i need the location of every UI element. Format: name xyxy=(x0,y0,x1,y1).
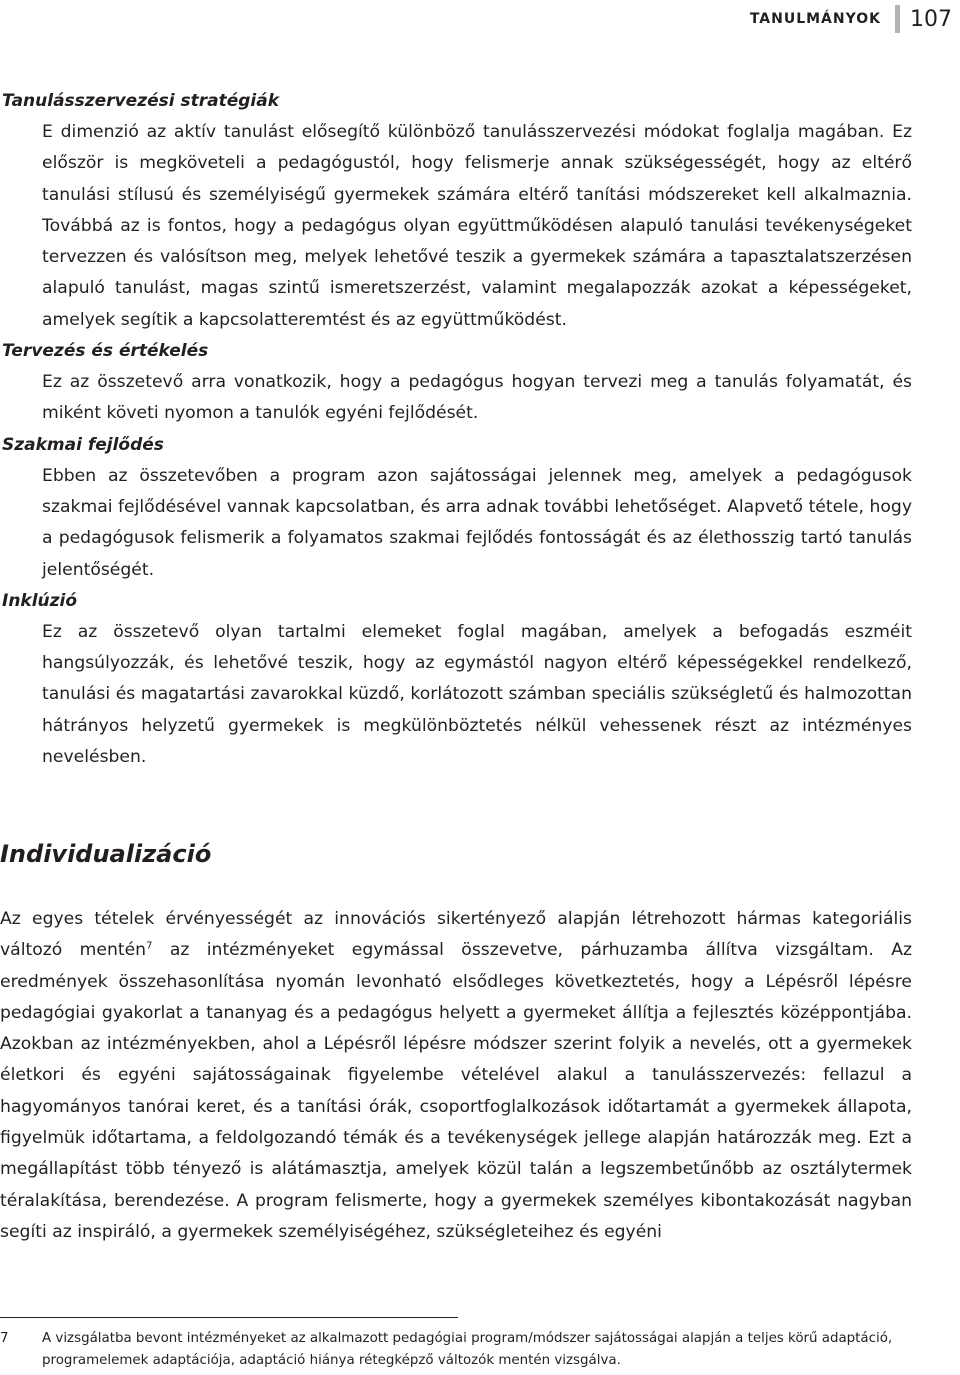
item-body-planning-evaluation: Ez az összetevő arra vonatkozik, hogy a pedagógus hogyan tervezi meg a tanulás folyamatát, és miként követi nyomon a tanulók egyéni fejlődését. xyxy=(42,372,912,424)
section-body xyxy=(0,904,912,1248)
item-heading-learning-organization: Tanulásszervezési stratégiák xyxy=(2,91,280,111)
footnote-reference[interactable]: 7 xyxy=(146,940,153,952)
page-number: 107 xyxy=(910,6,952,32)
running-head-divider xyxy=(895,5,900,33)
item-heading-planning-evaluation: Tervezés és értékelés xyxy=(2,341,209,362)
item-body-learning-organization: E dimenzió az aktív tanulást elősegítő különböző tanulásszervezési módokat foglalja magában. Ez először is megköveteli a pedagógustól, hogy felismerje annak szükségességét, hogy az eltérő tanulási stílusú és személyiségű gyermekek számára eltérő tanítási módszereket kell alkalmaznia. Továbbá az is fontos, hogy a pedagógus olyan együttműködésen alapuló tanulási tevékenységeket tervezzen és valósítson meg, melyek lehetővé teszik a gyermekek számára a tapasztalatszerzésen alapuló tanulást, magas szintű ismeretszerzést, valamint megalapozzák azokat a képességeket, amelyek segítik a kapcsolatteremtést és az együttműködést. xyxy=(42,122,912,330)
section-heading: Individualizáció xyxy=(0,840,212,868)
section-body-text-start: Az egyes tételek érvényességét az innovációs sikertényező alapján létrehozott hármas kategoriális változó mentén xyxy=(0,909,912,961)
running-head-section-label: TANULMÁNYOK xyxy=(749,11,881,27)
footnote xyxy=(0,1328,912,1372)
footnote-text: A vizsgálatba bevont intézményeket az alkalmazott pedagógiai program/módszer sajátosságai alapján a teljes körű adaptáció, programelemek adaptációja, adaptáció hiánya rétegképző változók mentén vizsgálva. xyxy=(42,1331,893,1368)
item-heading-inclusion: Inklúzió xyxy=(2,590,78,611)
item-body-inclusion: Ez az összetevő olyan tartalmi elemeket foglal magában, amelyek a befogadás eszméit hangsúlyozzák, és lehetővé teszik, hogy az egymástól nagyon eltérő képességekkel rendelkező, tanulási és magatartási zavarokkal küzdő, korlátozott számban speciális szükségletű és halmozottan hátrányos helyzetű gyermekek is megkülönböztetés nélkül vehessenek részt az intézményes nevelésben. xyxy=(42,621,912,768)
section-body-text-rest: az intézményeket egymással összevetve, párhuzamba állítva vizsgáltam. Az eredmények összehasonlítása nyomán levonható elsődleges következtetés, hogy a Lépésről lépésre pedagógiai gyakorlat a tananyag és a pedagógus helyett a gyermeket állítja a fejlesztés középpontjába. Azokban az intézményekben, ahol a Lépésről lépésre módszer szerint folyik a nevelés, ott a gyermekek életkori és egyéni sajátosságainak figyelembe vételével alakul a tanulásszervezés: fellazul a hagyományos tanórai keret, és a tanítási órák, csoportfoglalkozások időtartamát a gyermekek állapota, figyelmük időtartama, a feldolgozandó témák és a tevékenységek jellege alapján határozzák meg. Ezt a megállapítást több tényező is alátámasztja, amelyek közül talán a legszembetűnőbb az osztálytermek téralakítása, berendezése. A program felismerte, hogy a gyermekek személyes kibontakozását nagyban segíti az inspiráló, a gyermekek személyiségéhez, szükségleteihez és egyéni xyxy=(0,940,912,1242)
item-heading-professional-development: Szakmai fejlődés xyxy=(2,434,164,455)
component-list xyxy=(0,86,912,773)
footnote-marker: 7 xyxy=(0,1331,9,1346)
running-head xyxy=(750,6,960,32)
item-body-professional-development: Ebben az összetevőben a program azon sajátosságai jelennek meg, amelyek a pedagógusok szakmai fejlődésével vannak kapcsolatban, és arra adnak további lehetőséget. Alapvető tétele, hogy a pedagógusok felismerik a folyamatos szakmai fejlődés fontosságát és az élethosszig tartó tanulás jelentőségét. xyxy=(42,465,912,580)
footnote-divider xyxy=(0,1317,458,1318)
